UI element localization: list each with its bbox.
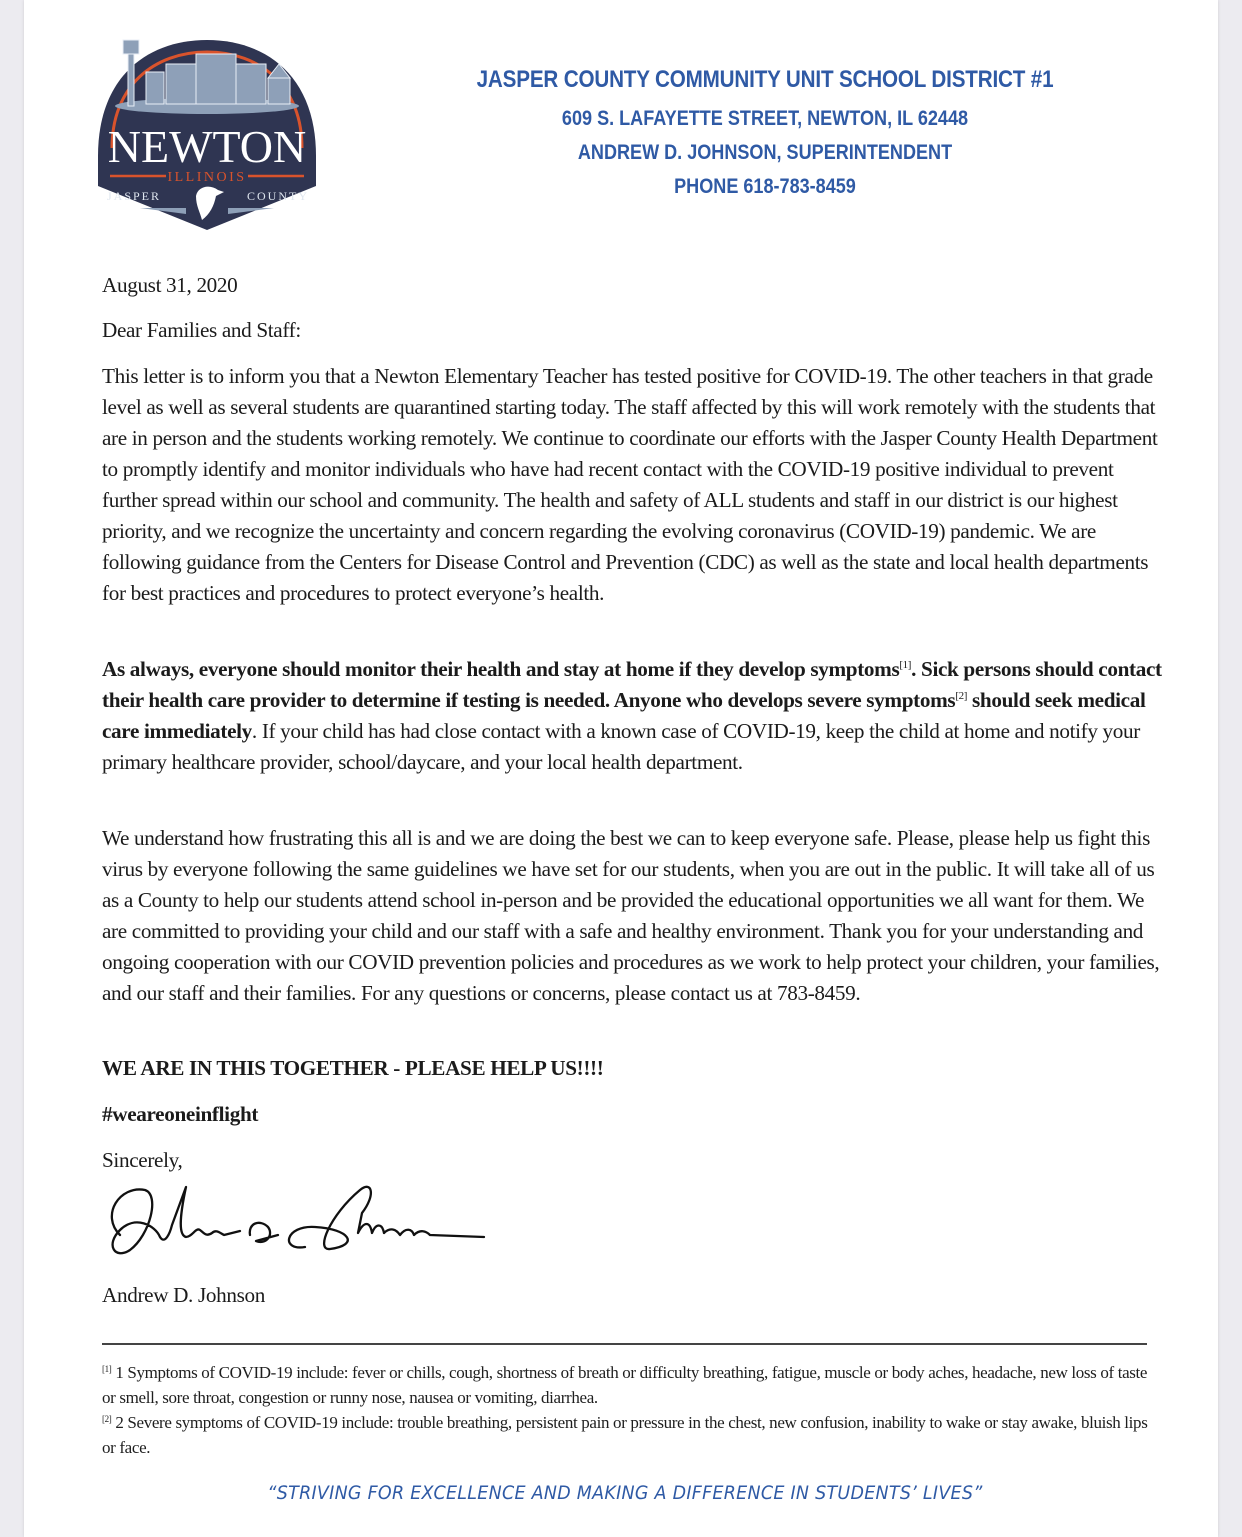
signer-name: Andrew D. Johnson	[102, 1283, 265, 1307]
footnote-divider	[102, 1343, 1147, 1345]
paragraph-appeal-text: We understand how frustrating this all is and we are doing the best we can to keep everyone safe. Please, please help us fight this virus by everyone following the same guidelines we have set for our students, when you are out in the public. It will take all of us as a County to help our students attend school in-person and be provided the educational opportunities we all want for them. We are committed to providing your child and our staff with a safe and healthy environment. Thank you for your understanding and ongoing cooperation with our COVID prevention policies and procedures as we work to help protect your children, your families, and our staff and their families. For any questions or concerns, please contact us at 783-8459.	[102, 826, 1160, 1005]
guidance-rest: . If your child has had close contact with a known case of COVID-19, keep the child at home and notify your primary healthcare provider, school/daycare, and your local health department.	[102, 719, 1140, 774]
signature-icon	[100, 1175, 490, 1265]
guidance-bold-c: should seek medical care immediately	[102, 688, 1146, 743]
paragraph-notification	[102, 361, 1162, 609]
paragraph-notification-text: This letter is to inform you that a Newton Elementary Teacher has tested positive for COVID-19. The other teachers in that grade level as well as several students are quarantined starting today. The staff affected by this will work remotely with the students that are in person and the students working remotely. We continue to coordinate our efforts with the Jasper County Health Department to promptly identify and monitor individuals who have had recent contact with the COVID-19 positive individual to prevent further spread within our school and community. The health and safety of ALL students and staff in our district is our highest priority, and we recognize the uncertainty and concern regarding the evolving coronavirus (COVID-19) pandemic. We are following guidance from the Centers for Disease Control and Prevention (CDC) as well as the state and local health departments for best practices and procedures to protect everyone’s health.	[102, 364, 1158, 605]
logo-town: NEWTON	[107, 121, 307, 172]
logo-left-text: JASPER	[106, 189, 162, 203]
superintendent-line: ANDREW D. JOHNSON, SUPERINTENDENT	[577, 141, 953, 164]
hashtag: #weareoneinflight	[102, 1102, 259, 1126]
district-motto: “STRIVING FOR EXCELLENCE AND MAKING A DIFFERENCE IN STUDENTS’ LIVES”	[267, 1482, 983, 1504]
letterhead	[390, 64, 1140, 204]
district-phone: PHONE 618-783-8459	[674, 175, 856, 198]
district-name: JASPER COUNTY COMMUNITY UNIT SCHOOL DISTRICT #1	[476, 66, 1054, 93]
paragraph-appeal	[102, 823, 1162, 1009]
district-address: 609 S. LAFAYETTE STREET, NEWTON, IL 62448	[561, 107, 969, 130]
footnote-1-text: 1 Symptoms of COVID-19 include: fever or chills, cough, shortness of breath or difficulty breathing, fatigue, muscle or body aches, headache, new loss of taste or smell, sore throat, congestion or runny nose, nausea or vomiting, diarrhea.	[102, 1363, 1148, 1407]
guidance-bold-a: As always, everyone should monitor their health and stay at home if they develop symptoms	[102, 657, 900, 681]
footnote-1-marker: [1]	[102, 1364, 112, 1374]
closing: Sincerely,	[102, 1148, 183, 1172]
paragraph-symptoms-guidance	[102, 654, 1162, 778]
footnote-1	[102, 1360, 1157, 1410]
footnote-2	[102, 1410, 1157, 1460]
footnote-ref-2[interactable]: [2]	[955, 690, 968, 702]
salutation: Dear Families and Staff:	[102, 318, 301, 342]
footnotes	[102, 1360, 1157, 1460]
newton-logo	[88, 36, 326, 232]
logo-state: ILLINOIS	[167, 170, 247, 185]
footnote-2-marker: [2]	[102, 1414, 112, 1424]
together-statement: WE ARE IN THIS TOGETHER - PLEASE HELP US!!!!	[102, 1056, 604, 1080]
logo-right-text: COUNTY	[247, 189, 309, 203]
guidance-bold-b: . Sick persons should contact their health care provider to determine if testing is needed. Anyone who develops severe symptoms	[102, 657, 1162, 712]
letter-date: August 31, 2020	[102, 273, 238, 297]
footnote-ref-1[interactable]: [1]	[899, 659, 912, 671]
footnote-2-text: 2 Severe symptoms of COVID-19 include: trouble breathing, persistent pain or pressure in the chest, new confusion, inability to wake or stay awake, bluish lips or face.	[102, 1413, 1148, 1457]
